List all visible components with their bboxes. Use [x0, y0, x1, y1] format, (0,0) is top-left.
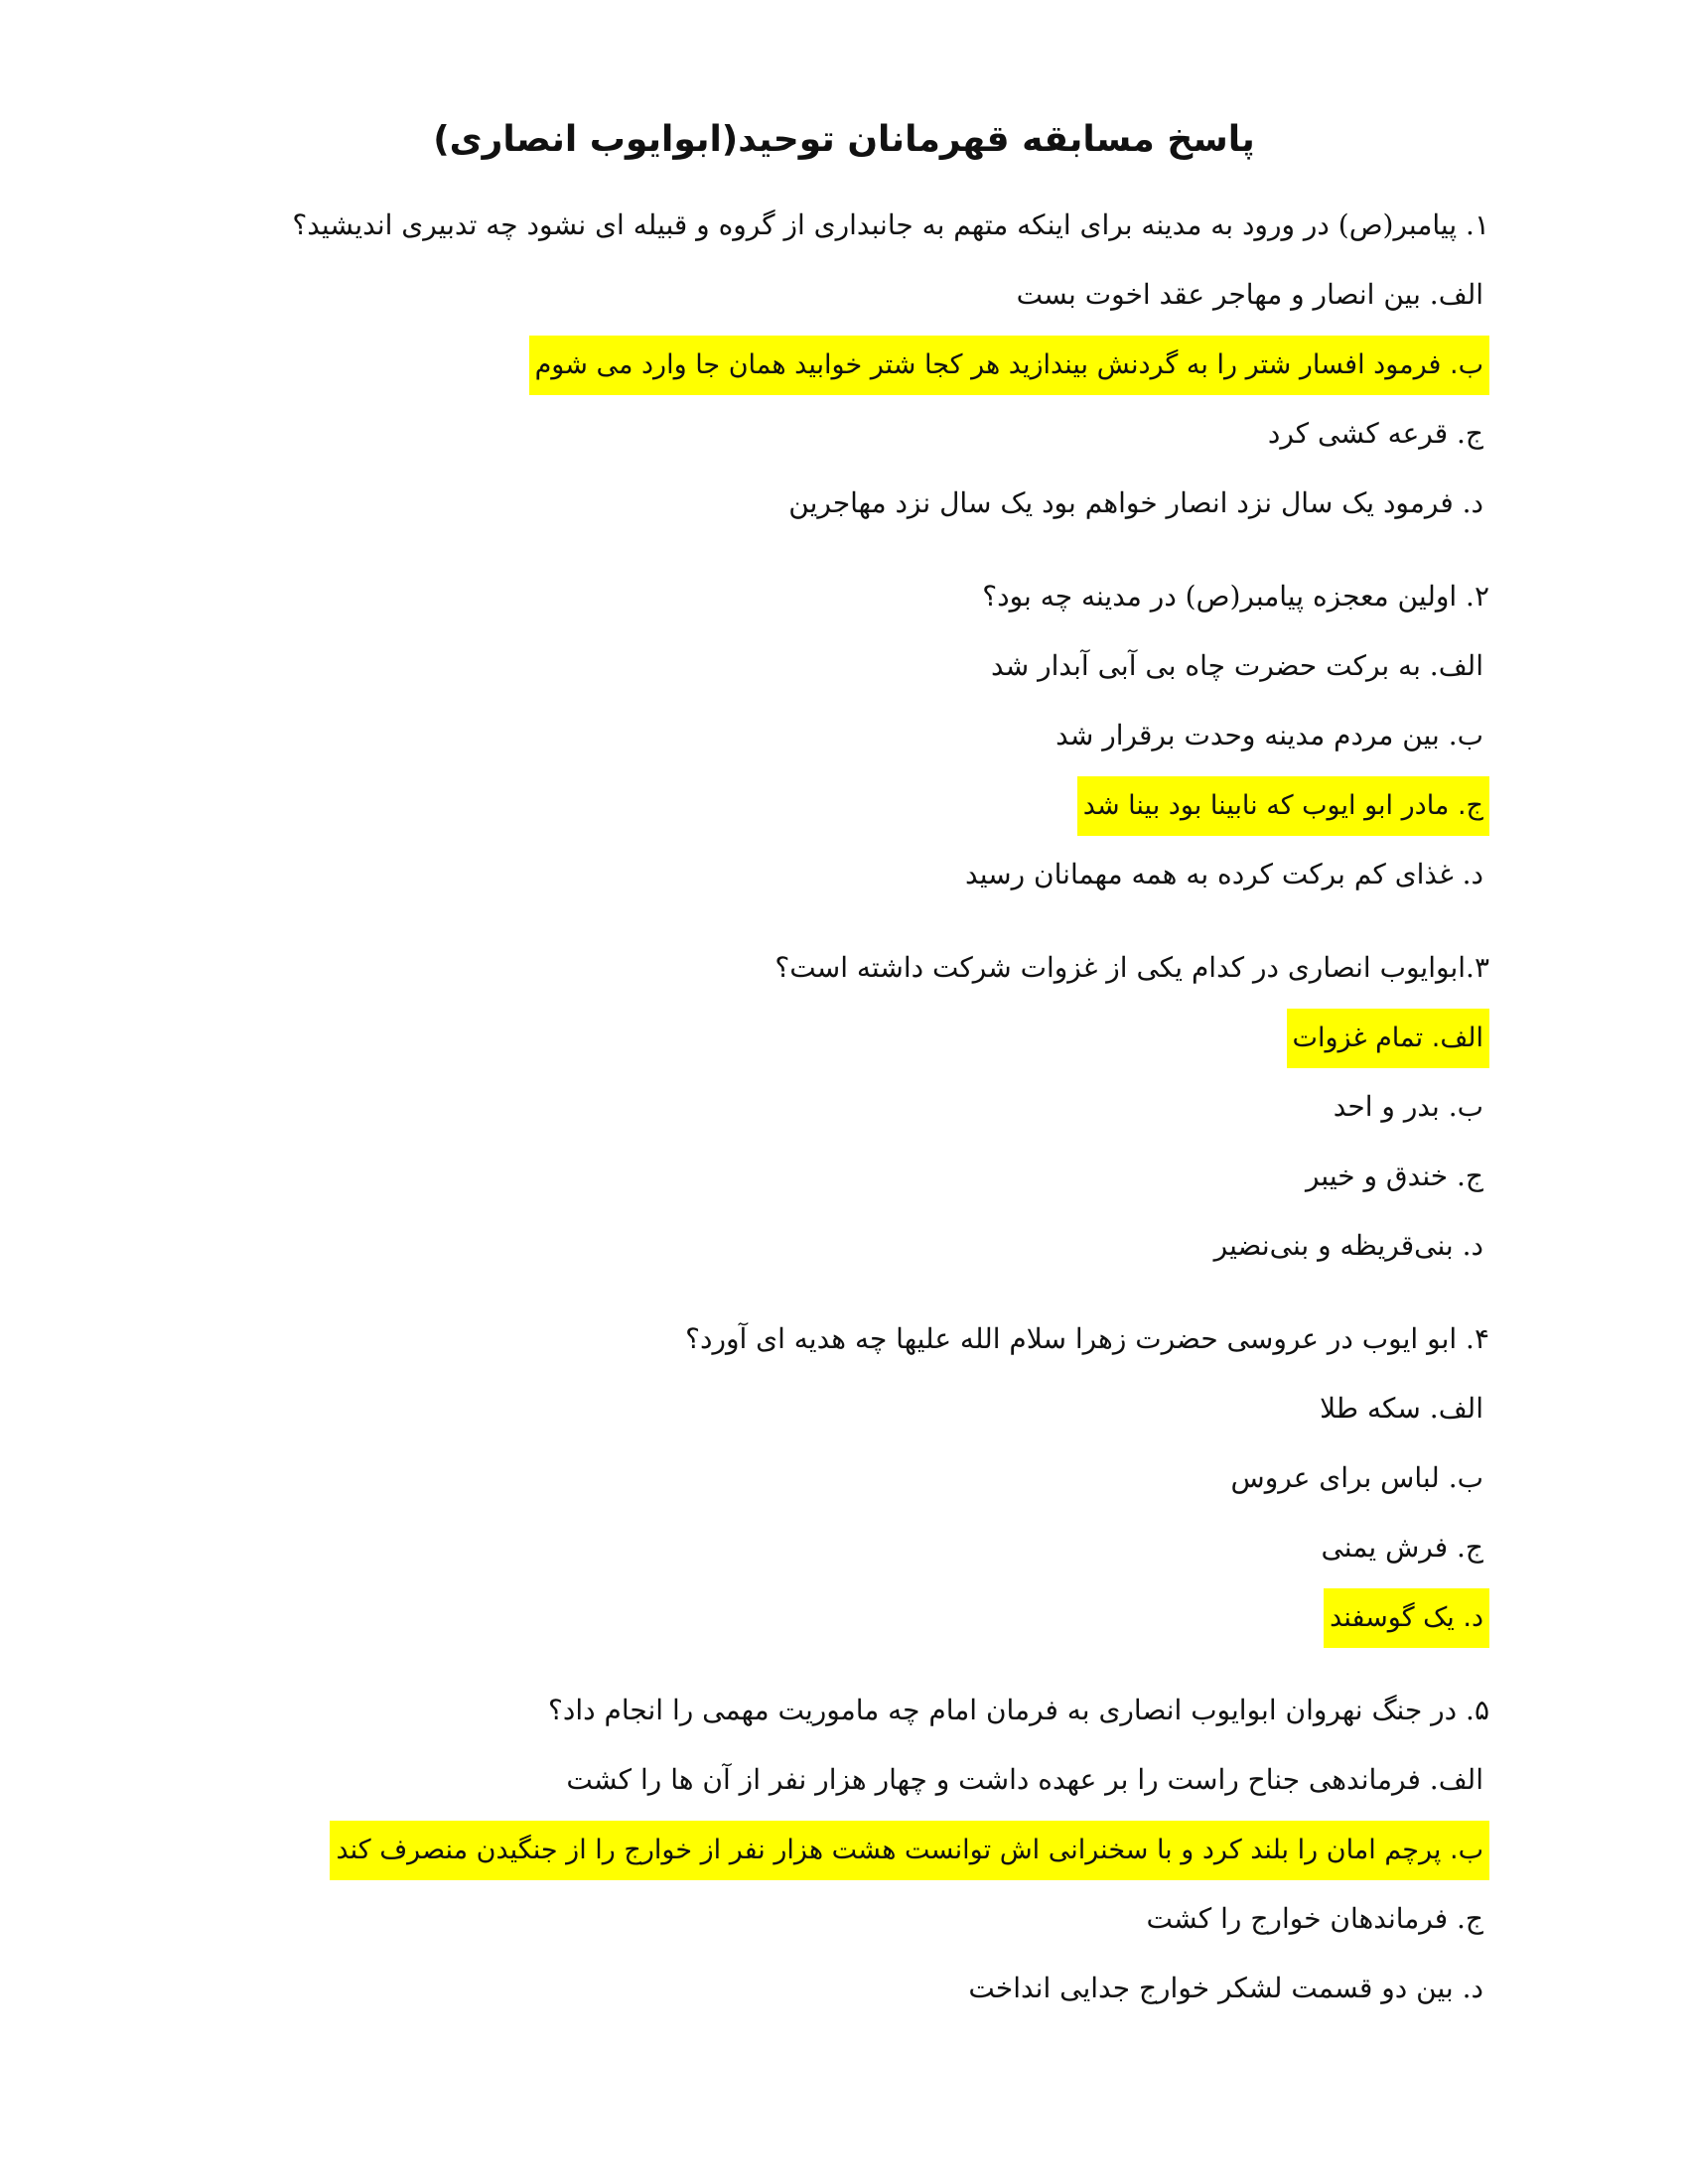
option-text: ب. بدر و احد — [1333, 1090, 1483, 1123]
option-text: الف. فرماندهی جناح راست را بر عهده داشت و چهار هزار نفر از آن ها را کشت — [566, 1763, 1483, 1796]
option-b-correct-answer — [199, 1815, 1489, 1884]
option-text: ج. قرعه کشی کرد — [1267, 417, 1483, 450]
option-b — [199, 1072, 1489, 1142]
option-c-correct-answer — [199, 770, 1489, 840]
question-2 — [199, 562, 1489, 909]
option-text: د. فرمود یک سال نزد انصار خواهم بود یک سال نزد مهاجرین — [788, 486, 1483, 519]
option-a — [199, 1374, 1489, 1443]
option-text: الف. سکه طلا — [1320, 1392, 1483, 1425]
option-c — [199, 399, 1489, 469]
option-c — [199, 1513, 1489, 1582]
option-a — [199, 631, 1489, 701]
option-d — [199, 469, 1489, 538]
option-text: د. غذای کم برکت کرده به همه مهمانان رسید — [965, 858, 1483, 890]
option-text: ب. بین مردم مدینه وحدت برقرار شد — [1055, 719, 1483, 751]
question-4 — [199, 1304, 1489, 1652]
option-d — [199, 840, 1489, 909]
option-b — [199, 701, 1489, 770]
question-1 — [199, 191, 1489, 538]
option-text: الف. بین انصار و مهاجر عقد اخوت بست — [1016, 278, 1483, 311]
option-c — [199, 1884, 1489, 1954]
option-b-correct-answer — [199, 330, 1489, 399]
page-title: پاسخ مسابقه قهرمانان توحید(ابوایوب انصاری) — [433, 119, 1255, 160]
option-c — [199, 1142, 1489, 1211]
question-text: ۴. ابو ایوب در عروسی حضرت زهرا سلام الله علیها چه هدیه ای آورد؟ — [685, 1322, 1489, 1355]
question-text: ۳.ابوایوب انصاری در کدام یکی از غزوات شرکت داشته است؟ — [774, 951, 1489, 984]
option-text: الف. به برکت حضرت چاه بی آبی آبدار شد — [991, 649, 1483, 682]
option-text: ج. فرماندهان خوارج را کشت — [1146, 1902, 1483, 1935]
option-d — [199, 1211, 1489, 1281]
highlighted-answer: ب. فرمود افسار شتر را به گردنش بیندازید هر کجا شتر خوابید همان جا وارد می شوم — [529, 336, 1489, 395]
option-text: د. بنی‌قریظه و بنی‌نضیر — [1213, 1229, 1483, 1262]
option-a — [199, 1745, 1489, 1815]
option-text: ج. فرش یمنی — [1321, 1531, 1483, 1564]
highlighted-answer: ج. مادر ابو ایوب که نابینا بود بینا شد — [1077, 776, 1489, 836]
option-b — [199, 1443, 1489, 1513]
option-a — [199, 260, 1489, 330]
highlighted-answer: الف. تمام غزوات — [1287, 1009, 1489, 1068]
question-text: ۲. اولین معجزه پیامبر(ص) در مدینه چه بود؟ — [982, 580, 1489, 613]
highlighted-answer: ب. پرچم امان را بلند کرد و با سخنرانی اش توانست هشت هزار نفر از خوارج را از جنگیدن منصرف کند — [330, 1821, 1489, 1880]
option-d — [199, 1954, 1489, 2023]
option-text: ج. خندق و خیبر — [1305, 1160, 1483, 1192]
option-text: د. بین دو قسمت لشکر خوارج جدایی انداخت — [968, 1972, 1483, 2004]
question-5 — [199, 1676, 1489, 2023]
option-d-correct-answer — [199, 1582, 1489, 1652]
option-text: ب. لباس برای عروس — [1230, 1461, 1483, 1494]
highlighted-answer: د. یک گوسفند — [1324, 1588, 1489, 1648]
option-a-correct-answer — [199, 1003, 1489, 1072]
question-text: ۵. در جنگ نهروان ابوایوب انصاری به فرمان امام چه ماموریت مهمی را انجام داد؟ — [548, 1694, 1489, 1726]
question-3 — [199, 933, 1489, 1281]
question-text: ۱. پیامبر(ص) در ورود به مدینه برای اینکه متهم به جانبداری از گروه و قبیله ای نشود چه تدبیری اندیشید؟ — [292, 208, 1489, 241]
